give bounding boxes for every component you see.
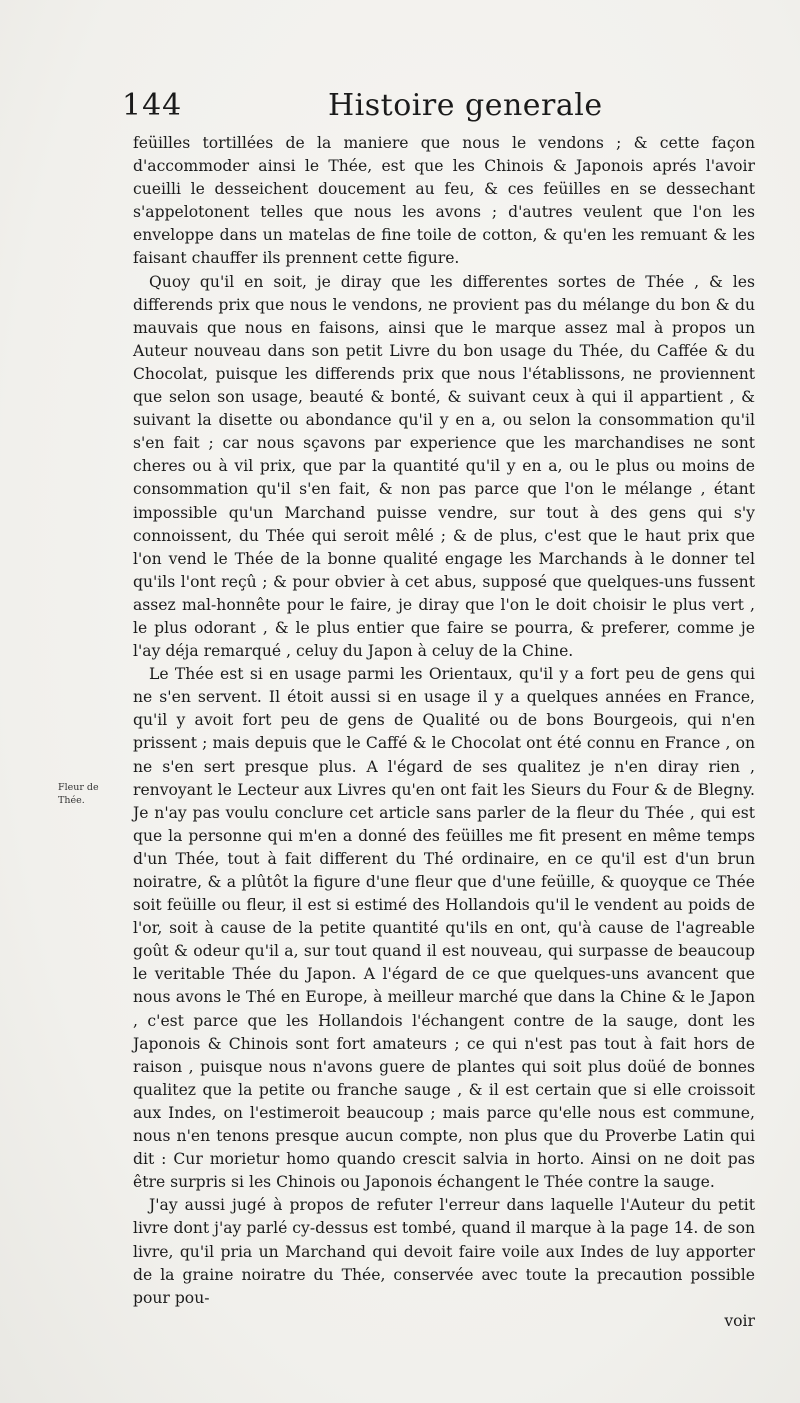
margin-note xyxy=(58,781,124,807)
margin-note-line: Thée. xyxy=(58,795,85,806)
paragraph: Quoy qu'il en soit, je diray que les differentes sortes de Thée , & les differends prix que nous le vendons, ne provient pas du mélange du bon & du mauvais que nous en faisons, ainsi que le marque assez mal à propos un Auteur nouveau dans son petit Livre du bon usage du Thée, du Caffée & du Chocolat, puisque les differends prix que nous l'établissons, ne proviennent que selon son usage, beauté & bonté, & suivant ceux à qui il appartient , & suivant la disette ou abondance qu'il y en a, ou selon la consommation qu'il s'en fait ; car nous sçavons par experience que les marchandises ne sont cheres ou à vil prix, que par la quantité qu'il y en a, ou le plus ou moins de consommation qu'il s'en fait, & non pas parce que l'on le mélange , étant impossible qu'un Marchand puisse vendre, sur tout à des gens qui s'y connoissent, du Thée qui seroit mêlé ; & de plus, c'est que le haut prix que l'on vend le Thée de la bonne qualité engage les Marchands à le donner tel qu'ils l'ont reçû ; & pour obvier à cet abus, supposé que quelques-uns fussent assez mal-honnête pour le faire, je diray que l'on le doit choisir le plus vert , le plus odorant , & le plus entier que faire se pourra, & preferer, comme je l'ay déja remarqué , celuy du Japon à celuy de la Chine. xyxy=(133,272,755,661)
catchword: voir xyxy=(724,1311,755,1330)
paragraph: Le Thée est si en usage parmi les Orientaux, qu'il y a fort peu de gens qui ne s'en servent. Il étoit aussi si en usage il y a quelques années en France, qu'il y avoit fort peu de gens de Qualité ou de bons Bourgeois, qui n'en prissent ; mais depuis que le Caffé & le Chocolat ont été connu en France , on ne s'en sert presque plus. A l'égard de ses qualitez je n'en diray rien , renvoyant le Lecteur aux Livres qu'en ont fait les Sieurs du Four & de Blegny. Je n'ay pas voulu conclure cet article sans parler de la fleur du Thée , qui est que la personne qui m'en a donné des feüilles me fit present en même temps d'un Thée, tout à fait different du Thé ordinaire, en ce qu'il est d'un brun noiratre, & a plûtôt la figure d'une fleur que d'une feüille, & quoyque ce Thée soit feüille ou fleur, il est si estimé des Hollandois qu'il le vendent au poids de l'or, soit à cause de la petite quantité qu'ils en ont, qu'à cause de l'agreable goût & odeur qu'il a, sur tout quand il est nouveau, qui surpasse de beaucoup le veritable Thée du Japon. A l'égard de ce que quelques-uns avancent que nous avons le Thé en Europe, à meilleur marché que dans la Chine & le Japon , c'est parce que les Hollandois l'échangent contre de la sauge, dont les Japonois & Chinois sont fort amateurs ; ce qui n'est pas tout à fait hors de raison , puisque nous n'avons guere de plantes qui soit plus doüé de bonnes qualitez que la petite ou franche sauge , & il est certain que si elle croissoit aux Indes, on l'estimeroit beaucoup ; mais parce qu'elle nous est commune, nous n'en tenons presque aucun compte, non plus que du Proverbe Latin qui dit : Cur morietur homo quando crescit salvia in horto. Ainsi on ne doit pas être surpris si les Chinois ou Japonois échangent le Thée contre la sauge. xyxy=(133,665,755,1192)
paragraph: J'ay aussi jugé à propos de refuter l'erreur dans laquelle l'Auteur du petit livre dont j'ay parlé cy-dessus est tombé, quand il marque à la page 14. de son livre, qu'il pria un Marchand qui devoit faire voile aux Indes de luy apporter de la graine noiratre du Thée, conservée avec toute la precaution possible pour pou- xyxy=(133,1196,755,1307)
running-title: Histoire generale xyxy=(328,88,603,123)
paragraph: feüilles tortillées de la maniere que nous le vendons ; & cette façon d'accommoder ainsi le Thée, est que les Chinois & Japonois aprés l'avoir cueilli le desseichent doucement au feu, & ces feüilles en se dessechant s'appelotonent telles que nous les avons ; d'autres veulent que l'on les enveloppe dans un matelas de fine toile de cotton, & qu'en les remuant & les faisant chauffer ils prennent cette figure. xyxy=(133,134,755,268)
page-header xyxy=(122,88,772,132)
margin-note-line: Fleur de xyxy=(58,782,99,793)
body-text xyxy=(133,132,755,1333)
page-number: 144 xyxy=(122,88,183,123)
